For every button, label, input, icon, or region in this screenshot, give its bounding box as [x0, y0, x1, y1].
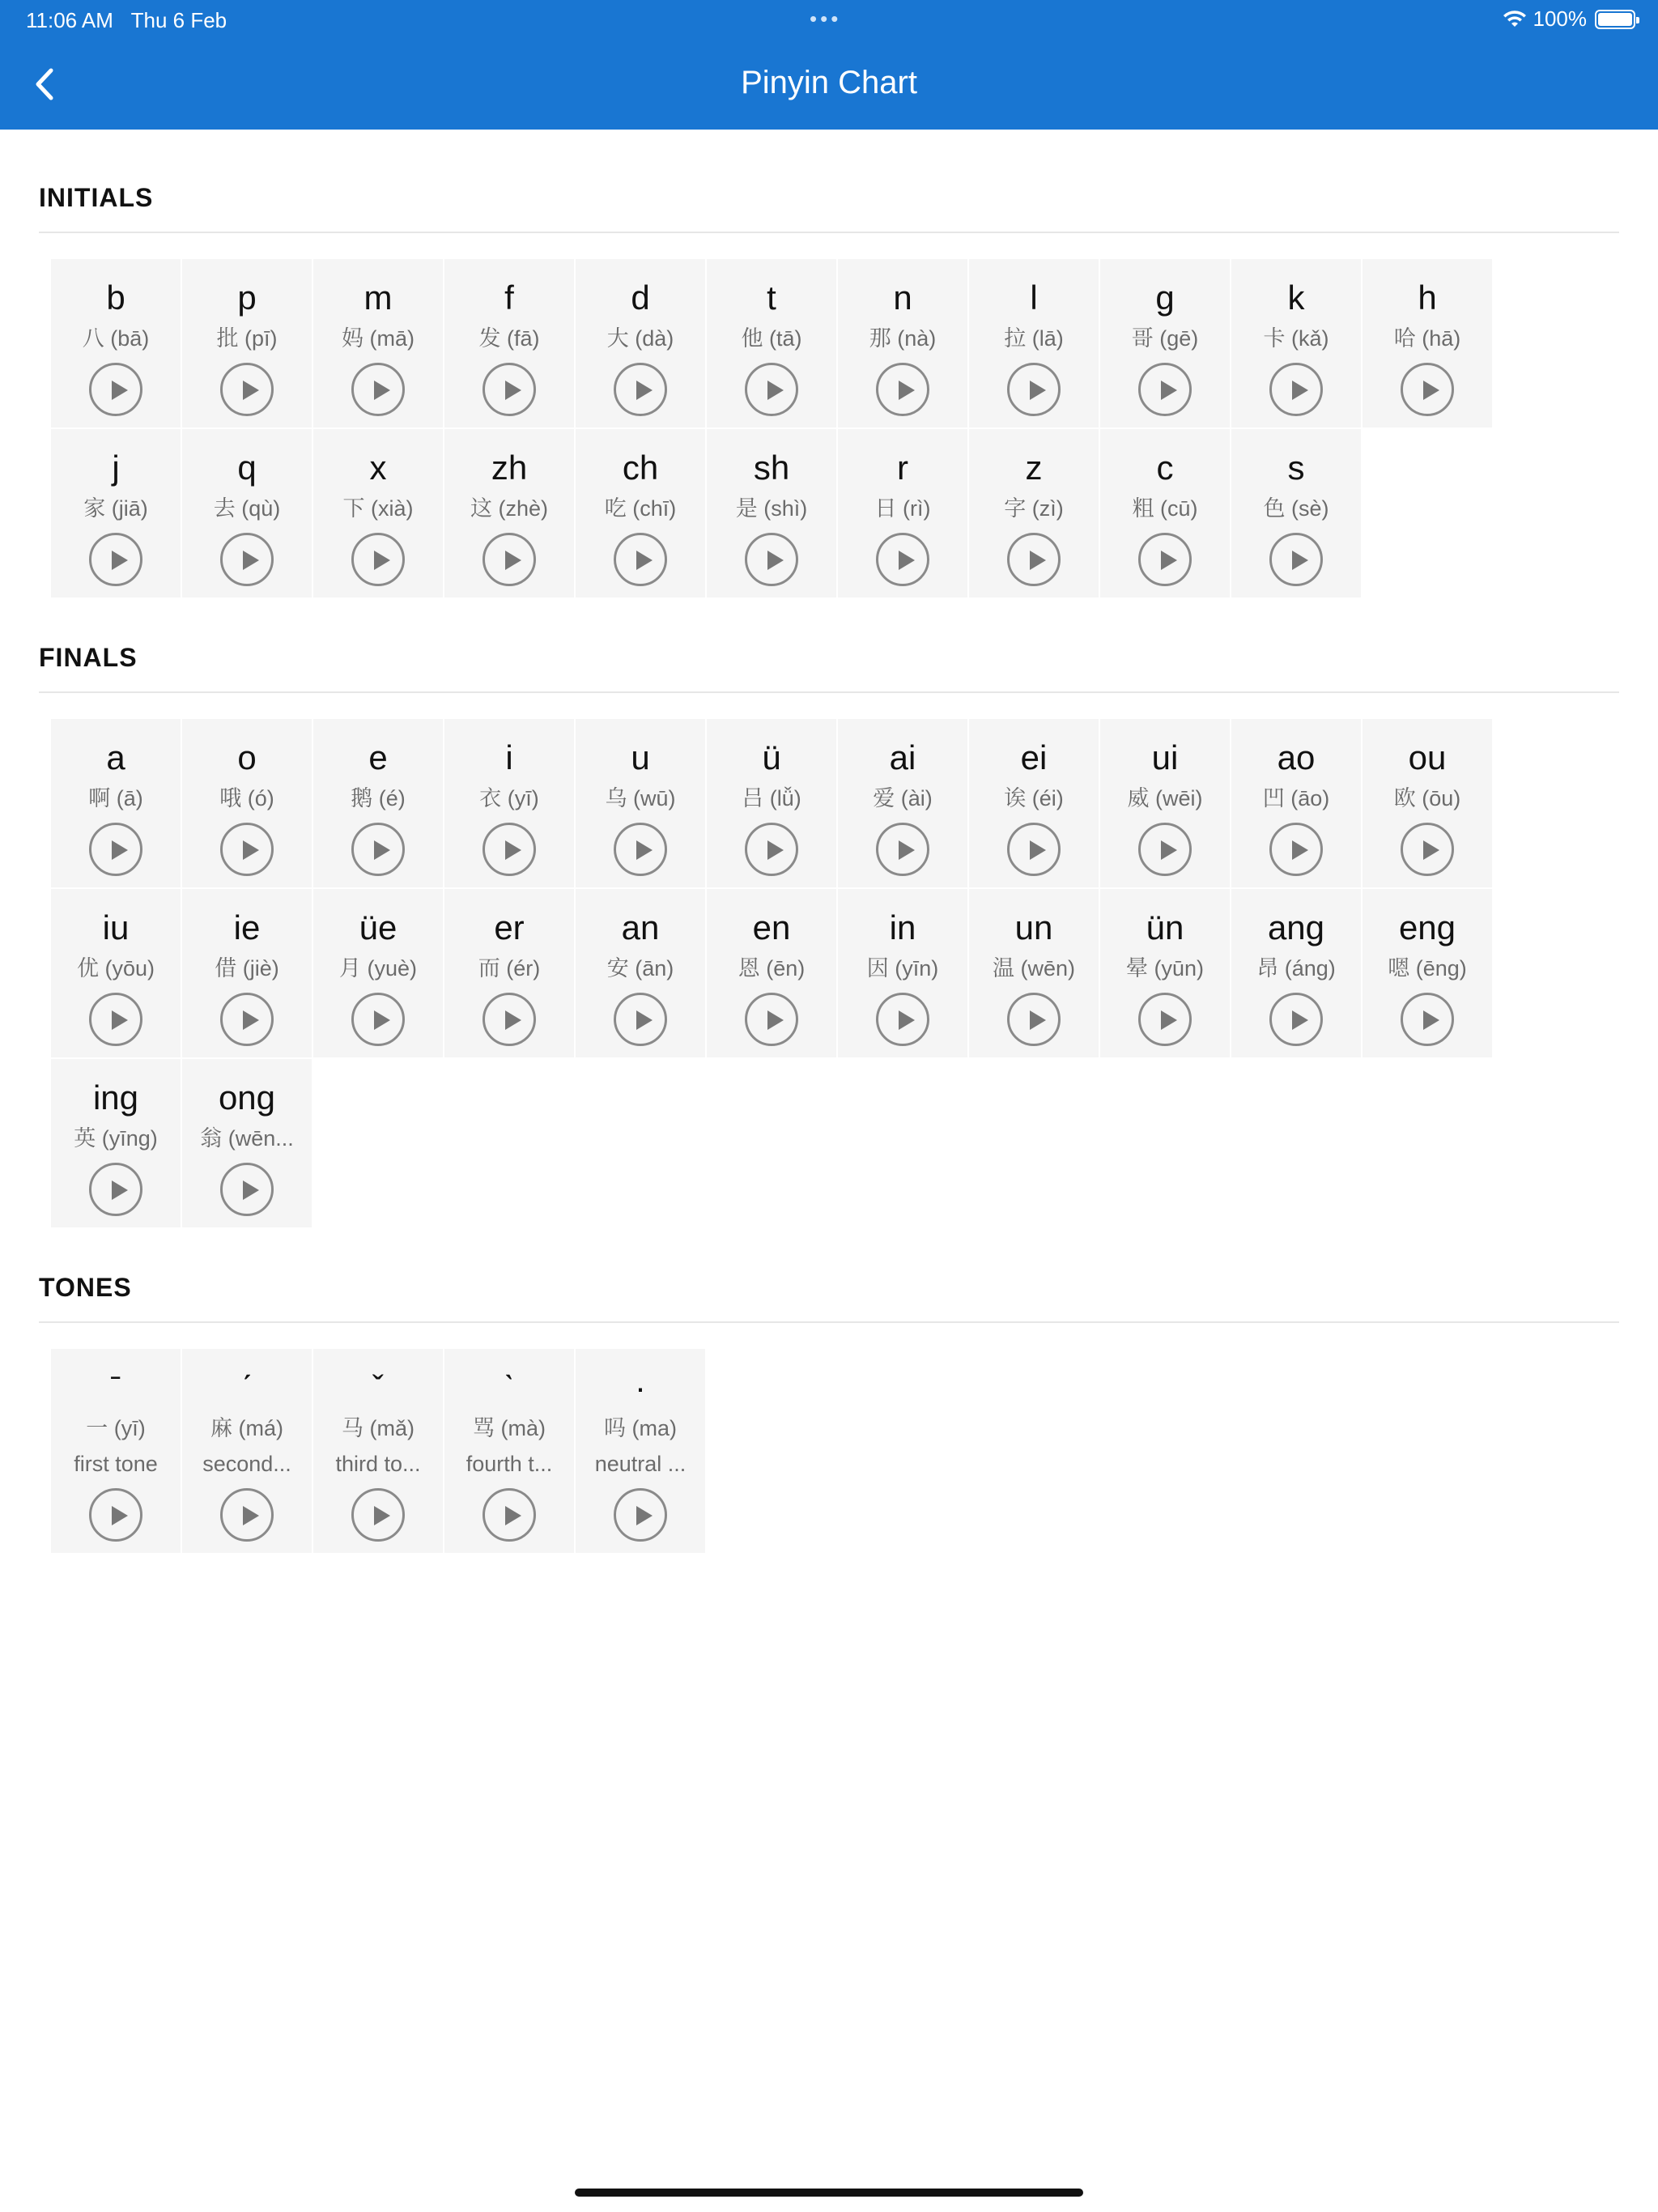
play-icon[interactable] [351, 993, 405, 1046]
play-icon[interactable] [614, 363, 667, 416]
pinyin-symbol: ao [1277, 738, 1316, 776]
example-word: 英 (yīng) [74, 1126, 158, 1151]
initials-card-9[interactable] [1231, 259, 1361, 428]
pinyin-symbol: zh [491, 449, 528, 487]
finals-card-17[interactable] [838, 889, 967, 1057]
play-icon[interactable] [1138, 823, 1192, 876]
play-icon[interactable] [1007, 363, 1061, 416]
play-icon[interactable] [483, 533, 536, 586]
pinyin-symbol: n [893, 279, 912, 317]
pinyin-symbol: ch [622, 449, 659, 487]
example-word: 哥 (gē) [1131, 326, 1199, 351]
tones-card-1[interactable] [182, 1349, 312, 1553]
finals-card-11[interactable] [51, 889, 181, 1057]
finals-card-14[interactable] [444, 889, 574, 1057]
pinyin-symbol: s [1287, 449, 1305, 487]
initials-card-11[interactable] [51, 429, 181, 598]
play-icon[interactable] [89, 993, 142, 1046]
pinyin-symbol: ˇ [372, 1368, 384, 1406]
finals-card-10[interactable] [1363, 719, 1492, 887]
example-word: 下 (xià) [342, 496, 414, 521]
example-word: 哦 (ó) [219, 786, 274, 810]
example-word: 粗 (cū) [1132, 496, 1198, 521]
play-icon[interactable] [614, 533, 667, 586]
pinyin-symbol: ing [92, 1078, 139, 1117]
pinyin-symbol: m [363, 279, 393, 317]
battery-icon [1595, 10, 1635, 29]
pinyin-symbol: a [106, 738, 125, 776]
example-word: 嗯 (ēng) [1388, 956, 1467, 981]
play-icon[interactable] [89, 533, 142, 586]
play-icon[interactable] [220, 363, 274, 416]
example-word: 吕 (lǚ) [742, 786, 801, 810]
play-icon[interactable] [876, 823, 929, 876]
finals-card-15[interactable] [576, 889, 705, 1057]
finals-card-23[interactable] [182, 1059, 312, 1227]
example-word: 翁 (wēn... [200, 1126, 294, 1151]
play-icon[interactable] [351, 363, 405, 416]
tones-card-4[interactable] [576, 1349, 705, 1553]
finals-card-4[interactable] [576, 719, 705, 887]
section-title-initials: INITIALS [39, 183, 154, 212]
finals-section [39, 643, 1619, 1227]
example-word: 鹅 (é) [351, 786, 406, 810]
example-word: 吃 (chī) [604, 496, 677, 521]
pinyin-symbol: ˉ [110, 1368, 121, 1406]
example-word: 那 (nà) [869, 326, 937, 351]
play-icon[interactable] [614, 823, 667, 876]
pinyin-symbol: u [631, 738, 650, 776]
example-word: 而 (ér) [478, 956, 541, 981]
initials-card-17[interactable] [838, 429, 967, 598]
pinyin-symbol: in [889, 908, 916, 946]
example-word: 卡 (kǎ) [1263, 326, 1329, 351]
example-word: 家 (jiā) [83, 496, 148, 521]
finals-card-2[interactable] [313, 719, 443, 887]
example-word: 大 (dà) [606, 326, 674, 351]
play-icon[interactable] [1269, 533, 1323, 586]
play-icon[interactable] [876, 993, 929, 1046]
example-word: 色 (sè) [1263, 496, 1329, 521]
example-word: 骂 (mà) [473, 1416, 546, 1440]
play-icon[interactable] [1007, 993, 1061, 1046]
finals-grid [51, 719, 1619, 1227]
tones-card-3[interactable] [444, 1349, 574, 1553]
initials-card-8[interactable] [1100, 259, 1230, 428]
play-icon[interactable] [614, 993, 667, 1046]
play-icon[interactable] [745, 533, 798, 586]
example-word: 诶 (éi) [1004, 786, 1064, 810]
example-word: 是 (shì) [735, 496, 808, 521]
example-word: 凹 (āo) [1262, 786, 1330, 810]
play-icon[interactable] [220, 823, 274, 876]
tone-description: fourth t... [466, 1452, 553, 1476]
play-icon[interactable] [1138, 533, 1192, 586]
play-icon[interactable] [1007, 823, 1061, 876]
pinyin-symbol: eng [1398, 908, 1456, 946]
pinyin-symbol: c [1156, 449, 1174, 487]
play-icon[interactable] [1138, 363, 1192, 416]
example-word: 吗 (ma) [604, 1416, 677, 1440]
initials-card-3[interactable] [444, 259, 574, 428]
play-icon[interactable] [89, 823, 142, 876]
pinyin-symbol: ou [1408, 738, 1447, 776]
initials-card-10[interactable] [1363, 259, 1492, 428]
finals-card-1[interactable] [182, 719, 312, 887]
example-word: 欧 (ōu) [1393, 786, 1461, 810]
pinyin-symbol: p [237, 279, 257, 317]
play-icon[interactable] [1401, 823, 1454, 876]
example-word: 批 (pī) [216, 326, 278, 351]
finals-card-20[interactable] [1231, 889, 1361, 1057]
example-word: 日 (rì) [874, 496, 931, 521]
example-word: 八 (bā) [82, 326, 150, 351]
play-icon[interactable] [745, 363, 798, 416]
play-icon[interactable] [220, 1163, 274, 1216]
finals-card-19[interactable] [1100, 889, 1230, 1057]
example-word: 安 (ān) [606, 956, 674, 981]
play-icon[interactable] [614, 1488, 667, 1542]
pinyin-symbol: q [237, 449, 257, 487]
play-icon[interactable] [745, 823, 798, 876]
finals-card-9[interactable] [1231, 719, 1361, 887]
initials-card-16[interactable] [707, 429, 836, 598]
example-word: 发 (fā) [478, 326, 540, 351]
finals-card-5[interactable] [707, 719, 836, 887]
initials-card-19[interactable] [1100, 429, 1230, 598]
section-divider [39, 232, 1619, 233]
initials-card-13[interactable] [313, 429, 443, 598]
pinyin-symbol: ei [1020, 738, 1048, 776]
pinyin-symbol: ün [1146, 908, 1184, 946]
example-word: 他 (tā) [741, 326, 802, 351]
initials-card-1[interactable] [182, 259, 312, 428]
app-header [0, 0, 1658, 130]
play-icon[interactable] [1401, 363, 1454, 416]
initials-section [39, 183, 1619, 598]
example-word: 这 (zhè) [470, 496, 549, 521]
example-word: 去 (qù) [213, 496, 281, 521]
play-icon[interactable] [483, 823, 536, 876]
initials-card-14[interactable] [444, 429, 574, 598]
initials-card-7[interactable] [969, 259, 1099, 428]
pinyin-symbol: ü [762, 738, 781, 776]
example-word: 优 (yōu) [76, 956, 155, 981]
play-icon[interactable] [351, 823, 405, 876]
play-icon[interactable] [1269, 823, 1323, 876]
section-title-tones: TONES [39, 1273, 132, 1302]
pinyin-symbol: j [112, 449, 120, 487]
play-icon[interactable] [89, 1488, 142, 1542]
initials-card-0[interactable] [51, 259, 181, 428]
pinyin-symbol: h [1418, 279, 1437, 317]
tones-card-2[interactable] [313, 1349, 443, 1553]
play-icon[interactable] [1401, 993, 1454, 1046]
initials-card-6[interactable] [838, 259, 967, 428]
pinyin-symbol: ang [1267, 908, 1325, 946]
example-word: 妈 (mā) [342, 326, 414, 351]
pinyin-symbol: er [494, 908, 525, 946]
play-icon[interactable] [1269, 363, 1323, 416]
finals-card-12[interactable] [182, 889, 312, 1057]
example-word: 月 (yuè) [338, 956, 418, 981]
pinyin-symbol: t [767, 279, 776, 317]
pinyin-symbol: i [505, 738, 513, 776]
section-divider [39, 691, 1619, 693]
play-icon[interactable] [351, 533, 405, 586]
example-word: 哈 (hā) [1393, 326, 1461, 351]
pinyin-symbol: un [1014, 908, 1053, 946]
initials-card-20[interactable] [1231, 429, 1361, 598]
play-icon[interactable] [1007, 533, 1061, 586]
tones-card-0[interactable] [51, 1349, 181, 1553]
section-divider [39, 1321, 1619, 1323]
pinyin-symbol: ie [233, 908, 261, 946]
example-word: 爱 (ài) [873, 786, 933, 810]
tone-description: neutral ... [594, 1452, 687, 1476]
example-word: 字 (zì) [1004, 496, 1064, 521]
example-word: 衣 (yī) [479, 786, 539, 810]
initials-card-4[interactable] [576, 259, 705, 428]
finals-card-16[interactable] [707, 889, 836, 1057]
pinyin-symbol: k [1287, 279, 1305, 317]
example-word: 因 (yīn) [866, 956, 939, 981]
play-icon[interactable] [483, 1488, 536, 1542]
tone-description: first tone [74, 1452, 158, 1476]
play-icon[interactable] [220, 993, 274, 1046]
initials-grid [51, 259, 1619, 598]
play-icon[interactable] [1138, 993, 1192, 1046]
pinyin-symbol: g [1155, 279, 1175, 317]
initials-card-5[interactable] [707, 259, 836, 428]
example-word: 麻 (má) [210, 1416, 283, 1440]
play-icon[interactable] [220, 1488, 274, 1542]
pinyin-symbol: üe [359, 908, 397, 946]
wifi-icon [1503, 11, 1527, 28]
finals-card-7[interactable] [969, 719, 1099, 887]
pinyin-symbol: z [1025, 449, 1043, 487]
example-word: 威 (wēi) [1127, 786, 1203, 810]
example-word: 昂 (áng) [1256, 956, 1336, 981]
initials-card-15[interactable] [576, 429, 705, 598]
example-word: 拉 (lā) [1004, 326, 1064, 351]
initials-card-12[interactable] [182, 429, 312, 598]
status-time: 11:06 AM Thu 6 Feb [26, 8, 227, 32]
play-icon[interactable] [483, 363, 536, 416]
example-word: 借 (jiè) [215, 956, 279, 981]
home-indicator [575, 2189, 1083, 2197]
pinyin-symbol: ˋ [504, 1368, 515, 1406]
pinyin-symbol: · [635, 1368, 646, 1406]
pinyin-symbol: b [106, 279, 125, 317]
finals-card-21[interactable] [1363, 889, 1492, 1057]
example-word: 啊 (ā) [88, 786, 143, 810]
pinyin-symbol: l [1030, 279, 1038, 317]
initials-card-2[interactable] [313, 259, 443, 428]
page-title: Pinyin Chart [741, 65, 917, 100]
pinyin-symbol: sh [753, 449, 790, 487]
pinyin-symbol: x [369, 449, 387, 487]
pinyin-symbol: en [752, 908, 791, 946]
pinyin-symbol: e [368, 738, 388, 776]
tone-description: second... [202, 1452, 291, 1476]
tones-section [39, 1273, 1619, 1553]
finals-card-0[interactable] [51, 719, 181, 887]
pinyin-symbol: o [237, 738, 257, 776]
play-icon[interactable] [876, 363, 929, 416]
example-word: 恩 (ēn) [738, 956, 806, 981]
play-icon[interactable] [89, 1163, 142, 1216]
play-icon[interactable] [1269, 993, 1323, 1046]
example-word: 乌 (wū) [605, 786, 676, 810]
initials-card-18[interactable] [969, 429, 1099, 598]
pinyin-symbol: ui [1151, 738, 1179, 776]
tone-description: third to... [335, 1452, 421, 1476]
play-icon[interactable] [351, 1488, 405, 1542]
play-icon[interactable] [89, 363, 142, 416]
example-word: 温 (wēn) [992, 956, 1075, 981]
finals-card-8[interactable] [1100, 719, 1230, 887]
status-right [1503, 6, 1636, 32]
play-icon[interactable] [220, 533, 274, 586]
section-title-finals: FINALS [39, 643, 138, 672]
tones-grid [51, 1349, 1619, 1553]
battery-percentage: 100% [1533, 6, 1587, 31]
example-word: 一 (yī) [86, 1416, 146, 1440]
example-word: 马 (mǎ) [342, 1416, 414, 1440]
finals-card-13[interactable] [313, 889, 443, 1057]
play-icon[interactable] [876, 533, 929, 586]
example-word: 晕 (yūn) [1125, 956, 1205, 981]
pinyin-symbol: r [897, 449, 908, 487]
finals-card-6[interactable] [838, 719, 967, 887]
multitasking-dots[interactable]: ••• [810, 6, 842, 31]
play-icon[interactable] [483, 993, 536, 1046]
pinyin-symbol: ong [218, 1078, 276, 1117]
finals-card-3[interactable] [444, 719, 574, 887]
pinyin-symbol: ˊ [241, 1368, 253, 1406]
finals-card-22[interactable] [51, 1059, 181, 1227]
play-icon[interactable] [745, 993, 798, 1046]
pinyin-symbol: an [621, 908, 660, 946]
pinyin-symbol: d [631, 279, 650, 317]
pinyin-symbol: ai [889, 738, 916, 776]
finals-card-18[interactable] [969, 889, 1099, 1057]
pinyin-symbol: f [504, 279, 514, 317]
pinyin-symbol: iu [102, 908, 130, 946]
